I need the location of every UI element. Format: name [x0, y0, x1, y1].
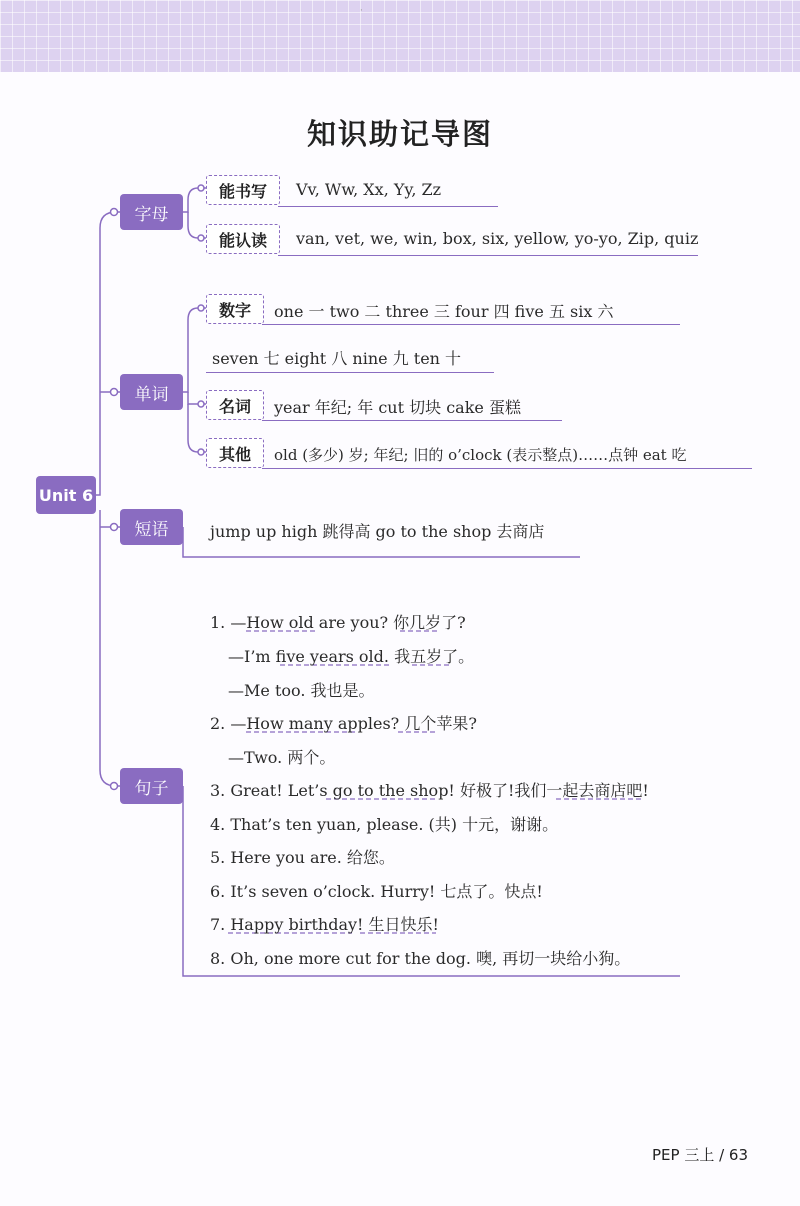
page-title: 知识助记导图	[306, 117, 493, 151]
numbers-line-1: one 一 two 二 three 三 four 四 five 五 six 六	[274, 302, 614, 321]
sentence-2-reply: —Two. 两个。	[228, 748, 336, 767]
sentence-7: 7. Happy birthday! 生日快乐!	[210, 915, 439, 934]
tag-can-write: 能书写	[206, 175, 280, 205]
write-letters-text: Vv, Ww, Xx, Yy, Zz	[296, 180, 442, 199]
page-footer: PEP 三上 / 63	[651, 1146, 748, 1164]
sentence-3: 3. Great! Let’s go to the shop! 好极了!我们一起去商店吧!	[210, 781, 649, 800]
branch-letters: 字母	[120, 194, 183, 230]
branch-phrases: 短语	[120, 509, 183, 545]
numbers-line-2: seven 七 eight 八 nine 九 ten 十	[212, 349, 462, 368]
others-text: old (多少) 岁; 年纪; 旧的 o’clock (表示整点)……点钟 eat 吃	[274, 446, 687, 464]
sentence-6: 6. It’s seven o’clock. Hurry! 七点了。快点!	[210, 882, 543, 901]
underline	[278, 255, 698, 256]
read-words-text: van, vet, we, win, box, six, yellow, yo-yo, Zip, quiz	[296, 229, 699, 248]
tag-others: 其他	[206, 438, 264, 468]
phrases-text: jump up high 跳得高 go to the shop 去商店	[210, 522, 545, 541]
nouns-text: year 年纪; 年 cut 切块 cake 蛋糕	[274, 398, 521, 417]
sentence-1-reply: —I’m five years old. 我五岁了。	[228, 647, 475, 666]
sentence-4: 4. That’s ten yuan, please. (共) 十元，谢谢。	[210, 815, 559, 834]
underline	[206, 372, 494, 373]
tag-nouns: 名词	[206, 390, 264, 420]
underline	[278, 206, 498, 207]
sentence-1-reply-2: —Me too. 我也是。	[228, 681, 375, 700]
branch-sentences: 句子	[120, 768, 183, 804]
underline	[262, 324, 680, 325]
branch-words: 单词	[120, 374, 183, 410]
sentence-8: 8. Oh, one more cut for the dog. 噢, 再切一块给小狗。	[210, 949, 631, 968]
sentence-5: 5. Here you are. 给您。	[210, 848, 395, 867]
underline	[262, 420, 562, 421]
underline	[262, 468, 752, 469]
header-dot: ·	[360, 6, 363, 16]
tag-numbers: 数字	[206, 294, 264, 324]
tag-can-read: 能认读	[206, 224, 280, 254]
unit-node: Unit 6	[36, 476, 96, 514]
sentence-2: 2. —How many apples? 几个苹果?	[210, 714, 477, 733]
sentence-1: 1. —How old are you? 你几岁了?	[210, 613, 466, 632]
